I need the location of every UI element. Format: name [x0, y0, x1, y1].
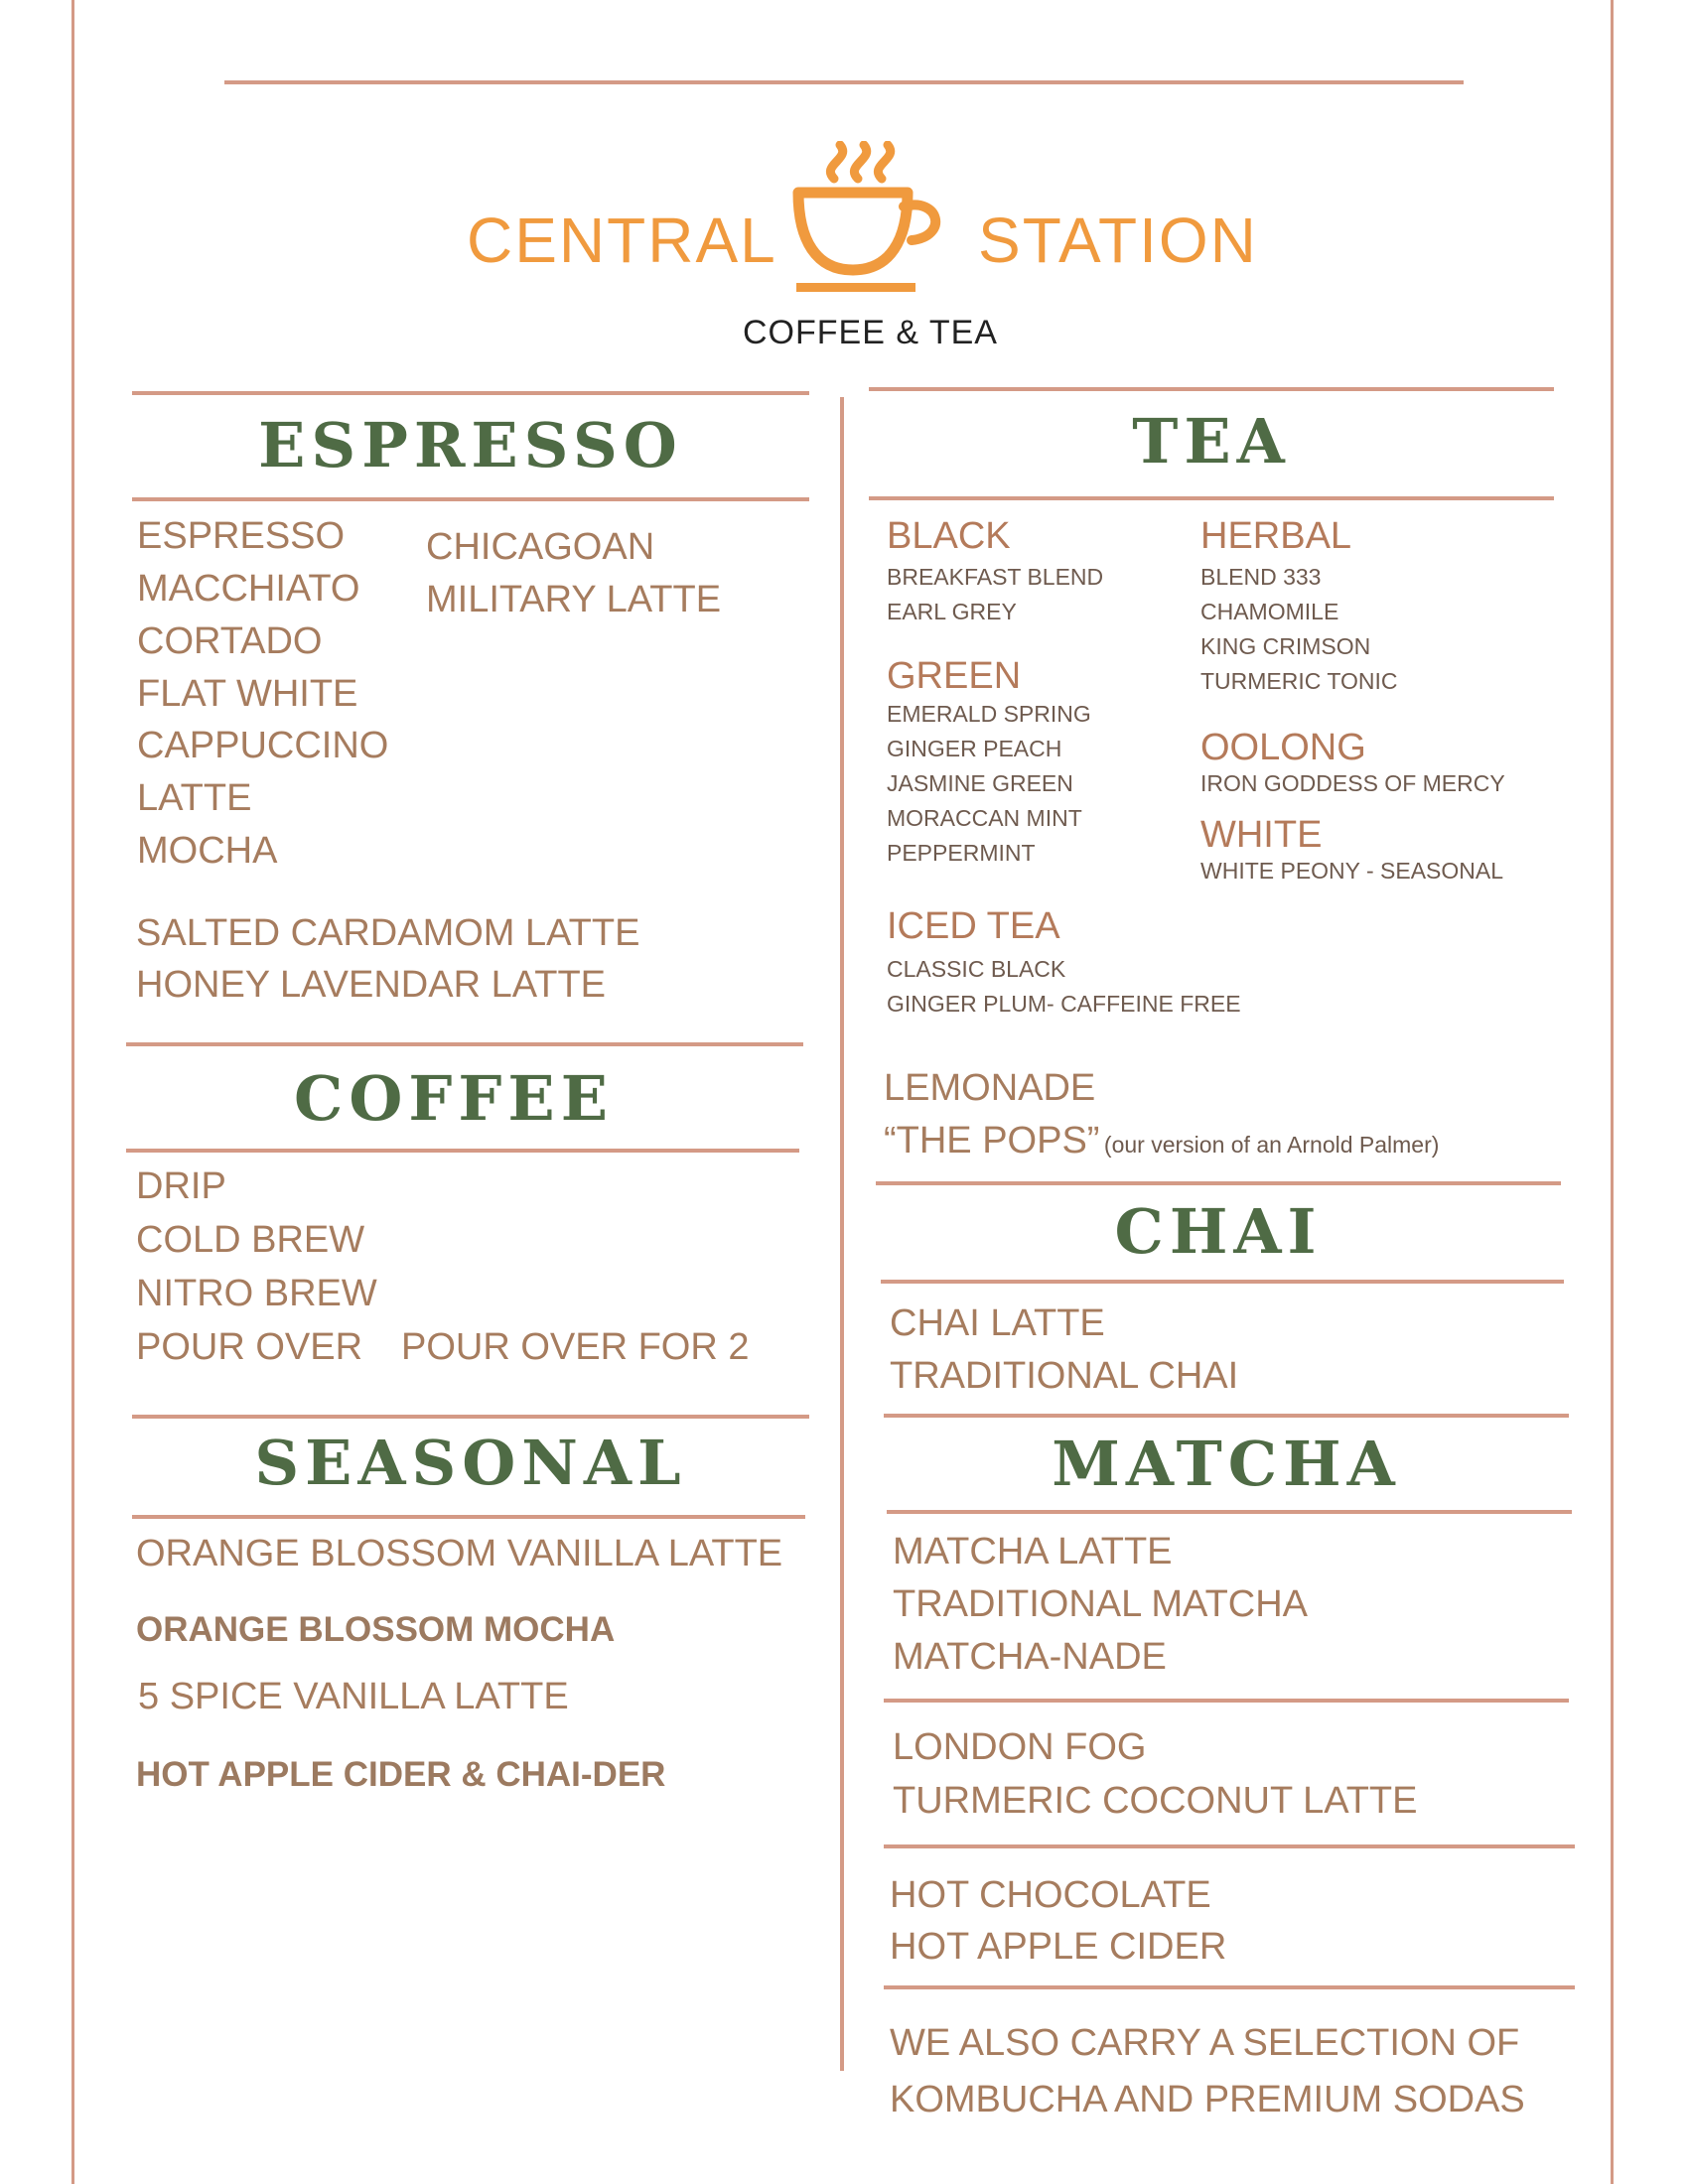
seasonal-heading: SEASONAL — [254, 1427, 687, 1499]
menu-item: MACCHIATO — [137, 568, 360, 610]
coffee-heading: COFFEE — [294, 1062, 614, 1135]
tea-item: EMERALD SPRING — [887, 701, 1091, 727]
menu-item: MOCHA — [137, 830, 278, 872]
menu-item: TRADITIONAL MATCHA — [893, 1583, 1309, 1625]
chai-bottom-rule — [881, 1280, 1564, 1284]
hot-drinks-rule — [884, 1844, 1575, 1848]
menu-item: HOT APPLE CIDER — [890, 1926, 1227, 1968]
brand-name-left: CENTRAL — [467, 205, 777, 276]
menu-item: CHICAGOAN — [426, 526, 655, 568]
menu-item: TRADITIONAL CHAI — [890, 1355, 1239, 1397]
tea-item: KING CRIMSON — [1200, 633, 1371, 659]
menu-item: FLAT WHITE — [137, 673, 358, 715]
menu-item: “THE POPS” — [884, 1120, 1100, 1161]
tea-item: BREAKFAST BLEND — [887, 564, 1104, 590]
matcha-top-rule — [884, 1414, 1569, 1418]
menu-item: POUR OVER — [136, 1326, 363, 1368]
menu-item: TURMERIC COCONUT LATTE — [893, 1780, 1418, 1822]
matcha-group-rule — [884, 1699, 1569, 1703]
menu-item: HOT CHOCOLATE — [890, 1874, 1211, 1916]
tea-item: WHITE PEONY - SEASONAL — [1200, 858, 1504, 884]
espresso-bottom-rule — [132, 497, 809, 501]
menu-item: DRIP — [136, 1165, 226, 1207]
menu-item: MATCHA-NADE — [893, 1636, 1167, 1678]
tea-item: BLEND 333 — [1200, 564, 1322, 590]
chai-top-rule — [876, 1181, 1561, 1185]
espresso-top-rule — [132, 391, 809, 395]
tea-category-label: BLACK — [887, 515, 1011, 557]
coffee-cup-icon — [790, 141, 959, 295]
menu-item: MILITARY LATTE — [426, 579, 722, 620]
menu-item: MATCHA LATTE — [893, 1531, 1173, 1572]
coffee-top-rule — [126, 1042, 803, 1046]
frame-right-border — [1611, 0, 1614, 2184]
brand-subtitle: COFFEE & TEA — [743, 314, 998, 351]
frame-left-border — [71, 0, 74, 2184]
tea-category-label: WHITE — [1200, 814, 1323, 856]
menu-item: POUR OVER FOR 2 — [401, 1326, 750, 1368]
tea-item: CHAMOMILE — [1200, 599, 1339, 624]
tea-item: IRON GODDESS OF MERCY — [1200, 770, 1505, 796]
menu-item: ESPRESSO — [137, 515, 346, 557]
tea-item: MORACCAN MINT — [887, 805, 1082, 831]
menu-item-note: (our version of an Arnold Palmer) — [1103, 1132, 1440, 1158]
menu-item: HONEY LAVENDAR LATTE — [136, 964, 607, 1006]
menu-item: NITRO BREW — [136, 1273, 377, 1314]
tea-item: GINGER PLUM- CAFFEINE FREE — [887, 991, 1241, 1017]
footer-rule — [884, 1985, 1575, 1989]
matcha-bottom-rule — [887, 1510, 1572, 1514]
matcha-heading: MATCHA — [1052, 1428, 1401, 1500]
tea-item: PEPPERMINT — [887, 840, 1036, 866]
tea-category-label: OOLONG — [1200, 727, 1366, 768]
menu-item: ORANGE BLOSSOM VANILLA LATTE — [136, 1533, 783, 1574]
menu-item: SALTED CARDAMOM LATTE — [136, 912, 640, 954]
espresso-heading: ESPRESSO — [258, 409, 683, 481]
tea-category-label: ICED TEA — [887, 905, 1060, 947]
tea-category-label: HERBAL — [1200, 515, 1352, 557]
coffee-bottom-rule — [126, 1149, 799, 1153]
tea-item: JASMINE GREEN — [887, 770, 1073, 796]
tea-item: TURMERIC TONIC — [1200, 668, 1398, 694]
brand-name-right: STATION — [978, 205, 1258, 276]
tea-item: GINGER PEACH — [887, 736, 1062, 761]
chai-heading: CHAI — [1114, 1195, 1323, 1268]
tea-category-label: GREEN — [887, 655, 1022, 697]
tea-item: EARL GREY — [887, 599, 1017, 624]
menu-item: COLD BREW — [136, 1219, 365, 1261]
tea-top-rule — [869, 387, 1554, 391]
footer-note: KOMBUCHA AND PREMIUM SODAS — [890, 2079, 1525, 2120]
menu-item: HOT APPLE CIDER & CHAI-DER — [136, 1755, 666, 1794]
menu-item: LONDON FOG — [893, 1726, 1147, 1768]
column-divider — [840, 397, 844, 2071]
footer-note: WE ALSO CARRY A SELECTION OF — [890, 2022, 1520, 2064]
menu-item: CHAI LATTE — [890, 1302, 1105, 1344]
menu-item: LATTE — [137, 777, 252, 819]
header-rule — [224, 80, 1464, 84]
tea-bottom-rule — [869, 496, 1554, 500]
seasonal-bottom-rule — [132, 1515, 805, 1519]
tea-item: CLASSIC BLACK — [887, 956, 1066, 982]
pops-line — [884, 1122, 1439, 1160]
menu-item: LEMONADE — [884, 1067, 1096, 1109]
menu-item: 5 SPICE VANILLA LATTE — [138, 1676, 569, 1717]
seasonal-top-rule — [132, 1415, 809, 1419]
tea-heading: TEA — [1132, 405, 1291, 478]
menu-item: ORANGE BLOSSOM MOCHA — [136, 1610, 616, 1649]
menu-item: CORTADO — [137, 620, 323, 662]
menu-item: CAPPUCCINO — [137, 725, 389, 766]
